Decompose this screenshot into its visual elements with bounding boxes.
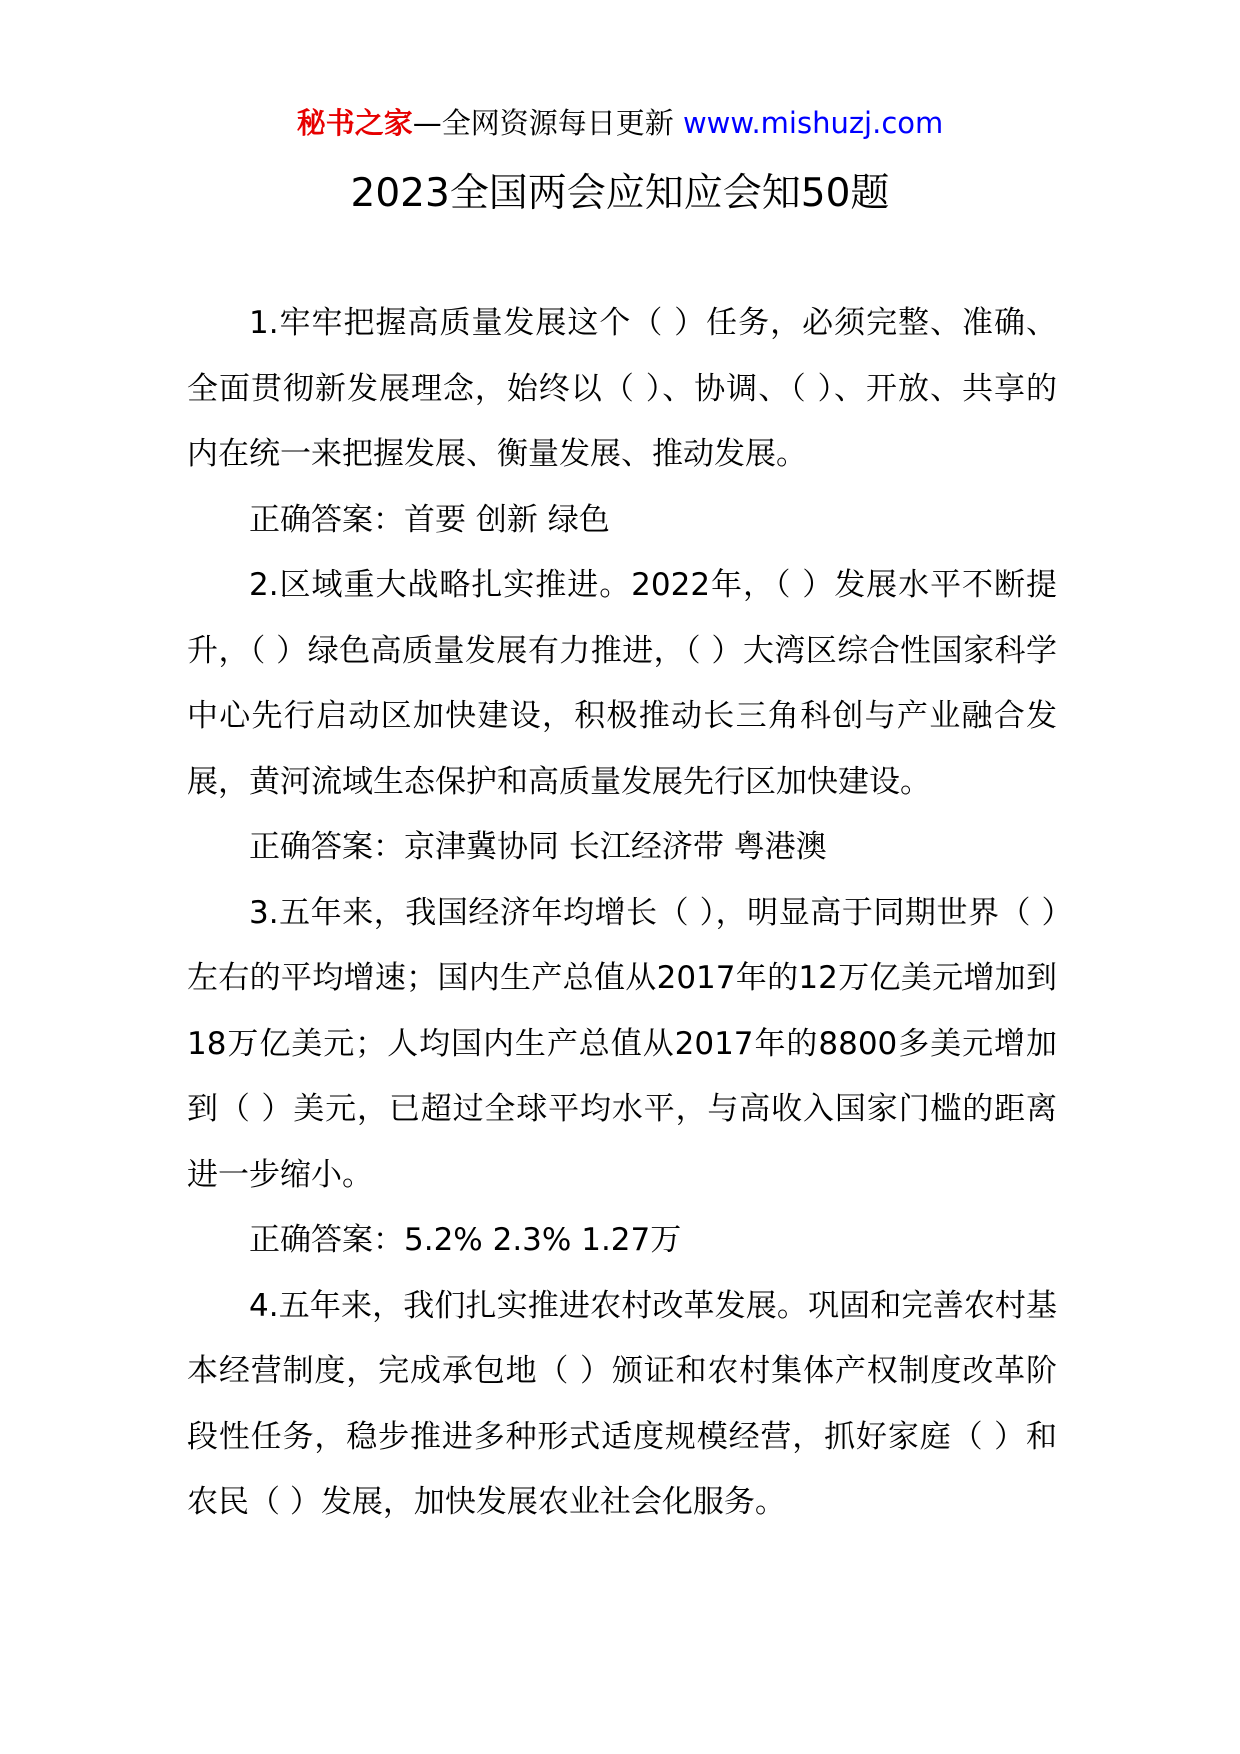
site-header [0,100,1240,146]
document-body [187,291,1057,1536]
question-3-text: 3.五年来，我国经济年均增长（ ），明显高于同期世界（ ）左右的平均增速；国内生产总值从2017年的12万亿美元增加到18万亿美元；人均国内生产总值从2017年的8800多美元增加到（ ）美元，已超过全球平均水平，与高收入国家门槛的距离进一步缩小。 [187,894,1057,1193]
brand-name: 秘书之家 [296,106,413,140]
question-4-text: 4.五年来，我们扎实推进农村改革发展。巩固和完善农村基本经营制度，完成承包地（ ）颁证和农村集体产权制度改革阶段性任务，稳步推进多种形式适度规模经营，抓好家庭（ ）和农民（ ）发展，加快发展农业社会化服务。 [187,1287,1057,1520]
question-1-answer: 正确答案：首要 创新 绿色 [249,501,610,538]
question-2-answer: 正确答案：京津冀协同 长江经济带 粤港澳 [249,829,827,865]
header-tagline: —全网资源每日更新 [412,106,683,140]
question-3-answer: 正确答案：5.2% 2.3% 1.27万 [249,1222,682,1258]
site-url-link[interactable]: www.mishuzj.com [682,106,944,140]
question-2-text: 2.区域重大战略扎实推进。2022年，（ ）发展水平不断提升，（ ）绿色高质量发展有力推进，（ ）大湾区综合性国家科学中心先行启动区加快建设，积极推动长三角科创与产业融合发展，黄河流域生态保护和高质量发展先行区加快建设。 [187,567,1057,800]
document-title: 2023全国两会应知应会知50题 [350,171,890,216]
question-1-text: 1.牢牢把握高质量发展这个（ ）任务，必须完整、准确、全面贯彻新发展理念，始终以（ ）、协调、（ ）、开放、共享的内在统一来把握发展、衡量发展、推动发展。 [187,305,1057,472]
